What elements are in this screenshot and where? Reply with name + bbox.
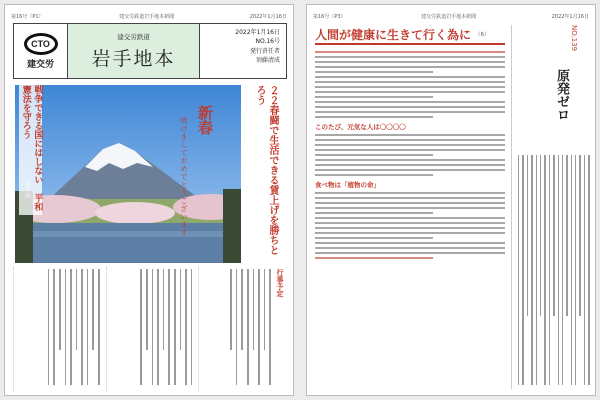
schedule-list	[201, 269, 285, 385]
issue-info	[200, 24, 286, 78]
article-subheading: このたび、元気な人は〇〇〇〇	[315, 123, 406, 131]
union-logo	[14, 24, 68, 78]
text-line	[146, 269, 148, 350]
schedule-title: 行事予定	[276, 269, 284, 297]
page-number: 第16号（P3）	[313, 13, 346, 20]
text-line	[562, 155, 563, 385]
editor-label: 発行責任者	[249, 47, 280, 55]
schedule-box	[198, 267, 287, 391]
text-line	[315, 111, 505, 113]
text-line	[315, 252, 505, 254]
text-line	[163, 269, 165, 350]
article-body	[315, 51, 505, 389]
text-line	[87, 269, 89, 385]
organization-name: 建交労鉄道	[117, 32, 150, 41]
text-line	[76, 269, 78, 350]
text-line	[315, 66, 505, 68]
text-line	[236, 269, 238, 385]
text-line	[315, 192, 505, 194]
peace-constitution-slogan: 戦争できる国にはしない 平和憲法を守ろう	[19, 85, 42, 215]
text-line	[81, 269, 83, 385]
text-line	[258, 269, 260, 385]
text-line	[315, 81, 505, 83]
text-line	[59, 269, 61, 350]
text-line	[518, 155, 519, 385]
newspaper-title: 岩手地本	[91, 47, 176, 70]
text-line	[540, 155, 541, 316]
text-line	[315, 222, 505, 224]
page-number: 第16号（P1）	[11, 13, 44, 20]
text-line	[584, 155, 585, 385]
text-line	[230, 269, 232, 350]
text-line	[315, 101, 505, 103]
text-line	[315, 232, 505, 234]
text-line	[566, 155, 567, 316]
new-year-greeting: 明けましておめでとうございます	[180, 117, 188, 237]
article-header	[315, 25, 505, 45]
text-line	[575, 155, 576, 385]
masthead	[13, 23, 287, 79]
text-line	[152, 269, 154, 385]
text-line	[247, 269, 249, 385]
text-line	[53, 269, 55, 385]
text-line	[315, 134, 505, 136]
text-line	[315, 61, 505, 63]
page-header	[11, 11, 287, 21]
text-line	[315, 257, 433, 259]
text-line	[549, 155, 550, 385]
issue-date-header: 2022年1月16日	[551, 13, 589, 20]
text-line	[140, 269, 142, 385]
text-line	[579, 155, 580, 316]
text-line	[315, 71, 433, 73]
text-line	[315, 149, 505, 151]
logo-text: 建交労	[26, 59, 54, 70]
publisher-name: 建交労鉄道岩手地本新聞	[421, 13, 477, 20]
text-line	[315, 144, 505, 146]
series-note: NO.139	[570, 25, 578, 52]
text-line	[315, 56, 505, 58]
body-text-column	[13, 267, 102, 391]
text-line	[315, 237, 433, 239]
page-header	[313, 11, 589, 21]
text-line	[315, 197, 505, 199]
text-line	[315, 91, 505, 93]
issue-date-header: 2022年1月16日	[249, 13, 287, 20]
issue-date: 2022年1月16日	[235, 29, 280, 36]
text-line	[315, 154, 433, 156]
text-line	[315, 227, 505, 229]
new-year-title: 新春	[196, 105, 214, 135]
article-subheading: 食べ物は「植物の命」	[315, 181, 380, 189]
issue-number: NO.16号	[255, 38, 280, 46]
text-line	[571, 155, 572, 385]
text-line	[157, 269, 159, 385]
series-title: 原発ゼロ	[554, 69, 569, 121]
text-line	[65, 269, 67, 385]
text-line	[522, 155, 523, 385]
spring-offensive-slogan: ２２春闘で生活できる賃上げを勝ちとろう	[254, 85, 278, 255]
text-line	[531, 155, 532, 385]
text-line	[315, 212, 433, 214]
text-line	[315, 106, 505, 108]
inner-page	[306, 4, 596, 396]
text-line	[191, 269, 193, 385]
text-line	[315, 247, 505, 249]
text-line	[315, 202, 505, 204]
body-text-column	[106, 267, 195, 391]
text-line	[315, 169, 505, 171]
text-line	[315, 51, 505, 53]
text-line	[70, 269, 72, 385]
front-page	[4, 4, 294, 396]
text-line	[48, 269, 50, 385]
article-part-number: （6）	[475, 32, 490, 38]
text-line	[315, 86, 505, 88]
article-title: 人間が健康に生きて行く為に	[315, 27, 472, 42]
sidebar-column	[511, 25, 591, 389]
text-line	[253, 269, 255, 350]
text-line	[315, 164, 505, 166]
text-line	[315, 242, 505, 244]
publisher-name: 建交労鉄道岩手地本新聞	[119, 13, 175, 20]
title-box	[68, 24, 200, 78]
text-line	[536, 155, 537, 385]
sidebar-text	[518, 155, 590, 385]
text-line	[553, 155, 554, 316]
lower-section	[13, 267, 287, 391]
text-line	[588, 155, 589, 385]
text-line	[315, 174, 433, 176]
text-line	[315, 96, 433, 98]
text-line	[315, 76, 505, 78]
text-line	[527, 155, 528, 316]
text-line	[168, 269, 170, 385]
text-line	[269, 269, 271, 385]
logo-ring-icon	[24, 33, 58, 55]
text-line	[264, 269, 266, 350]
text-line	[185, 269, 187, 385]
text-line	[315, 116, 433, 118]
logo-mark: CTO	[31, 38, 50, 49]
text-line	[315, 217, 505, 219]
text-line	[315, 139, 505, 141]
text-line	[544, 155, 545, 385]
text-line	[315, 207, 505, 209]
text-line	[241, 269, 243, 350]
text-line	[98, 269, 100, 385]
text-line	[92, 269, 94, 350]
text-line	[558, 155, 559, 385]
text-line	[174, 269, 176, 385]
editor-name: 須藤清成	[255, 56, 280, 64]
text-line	[315, 159, 505, 161]
text-line	[180, 269, 182, 350]
